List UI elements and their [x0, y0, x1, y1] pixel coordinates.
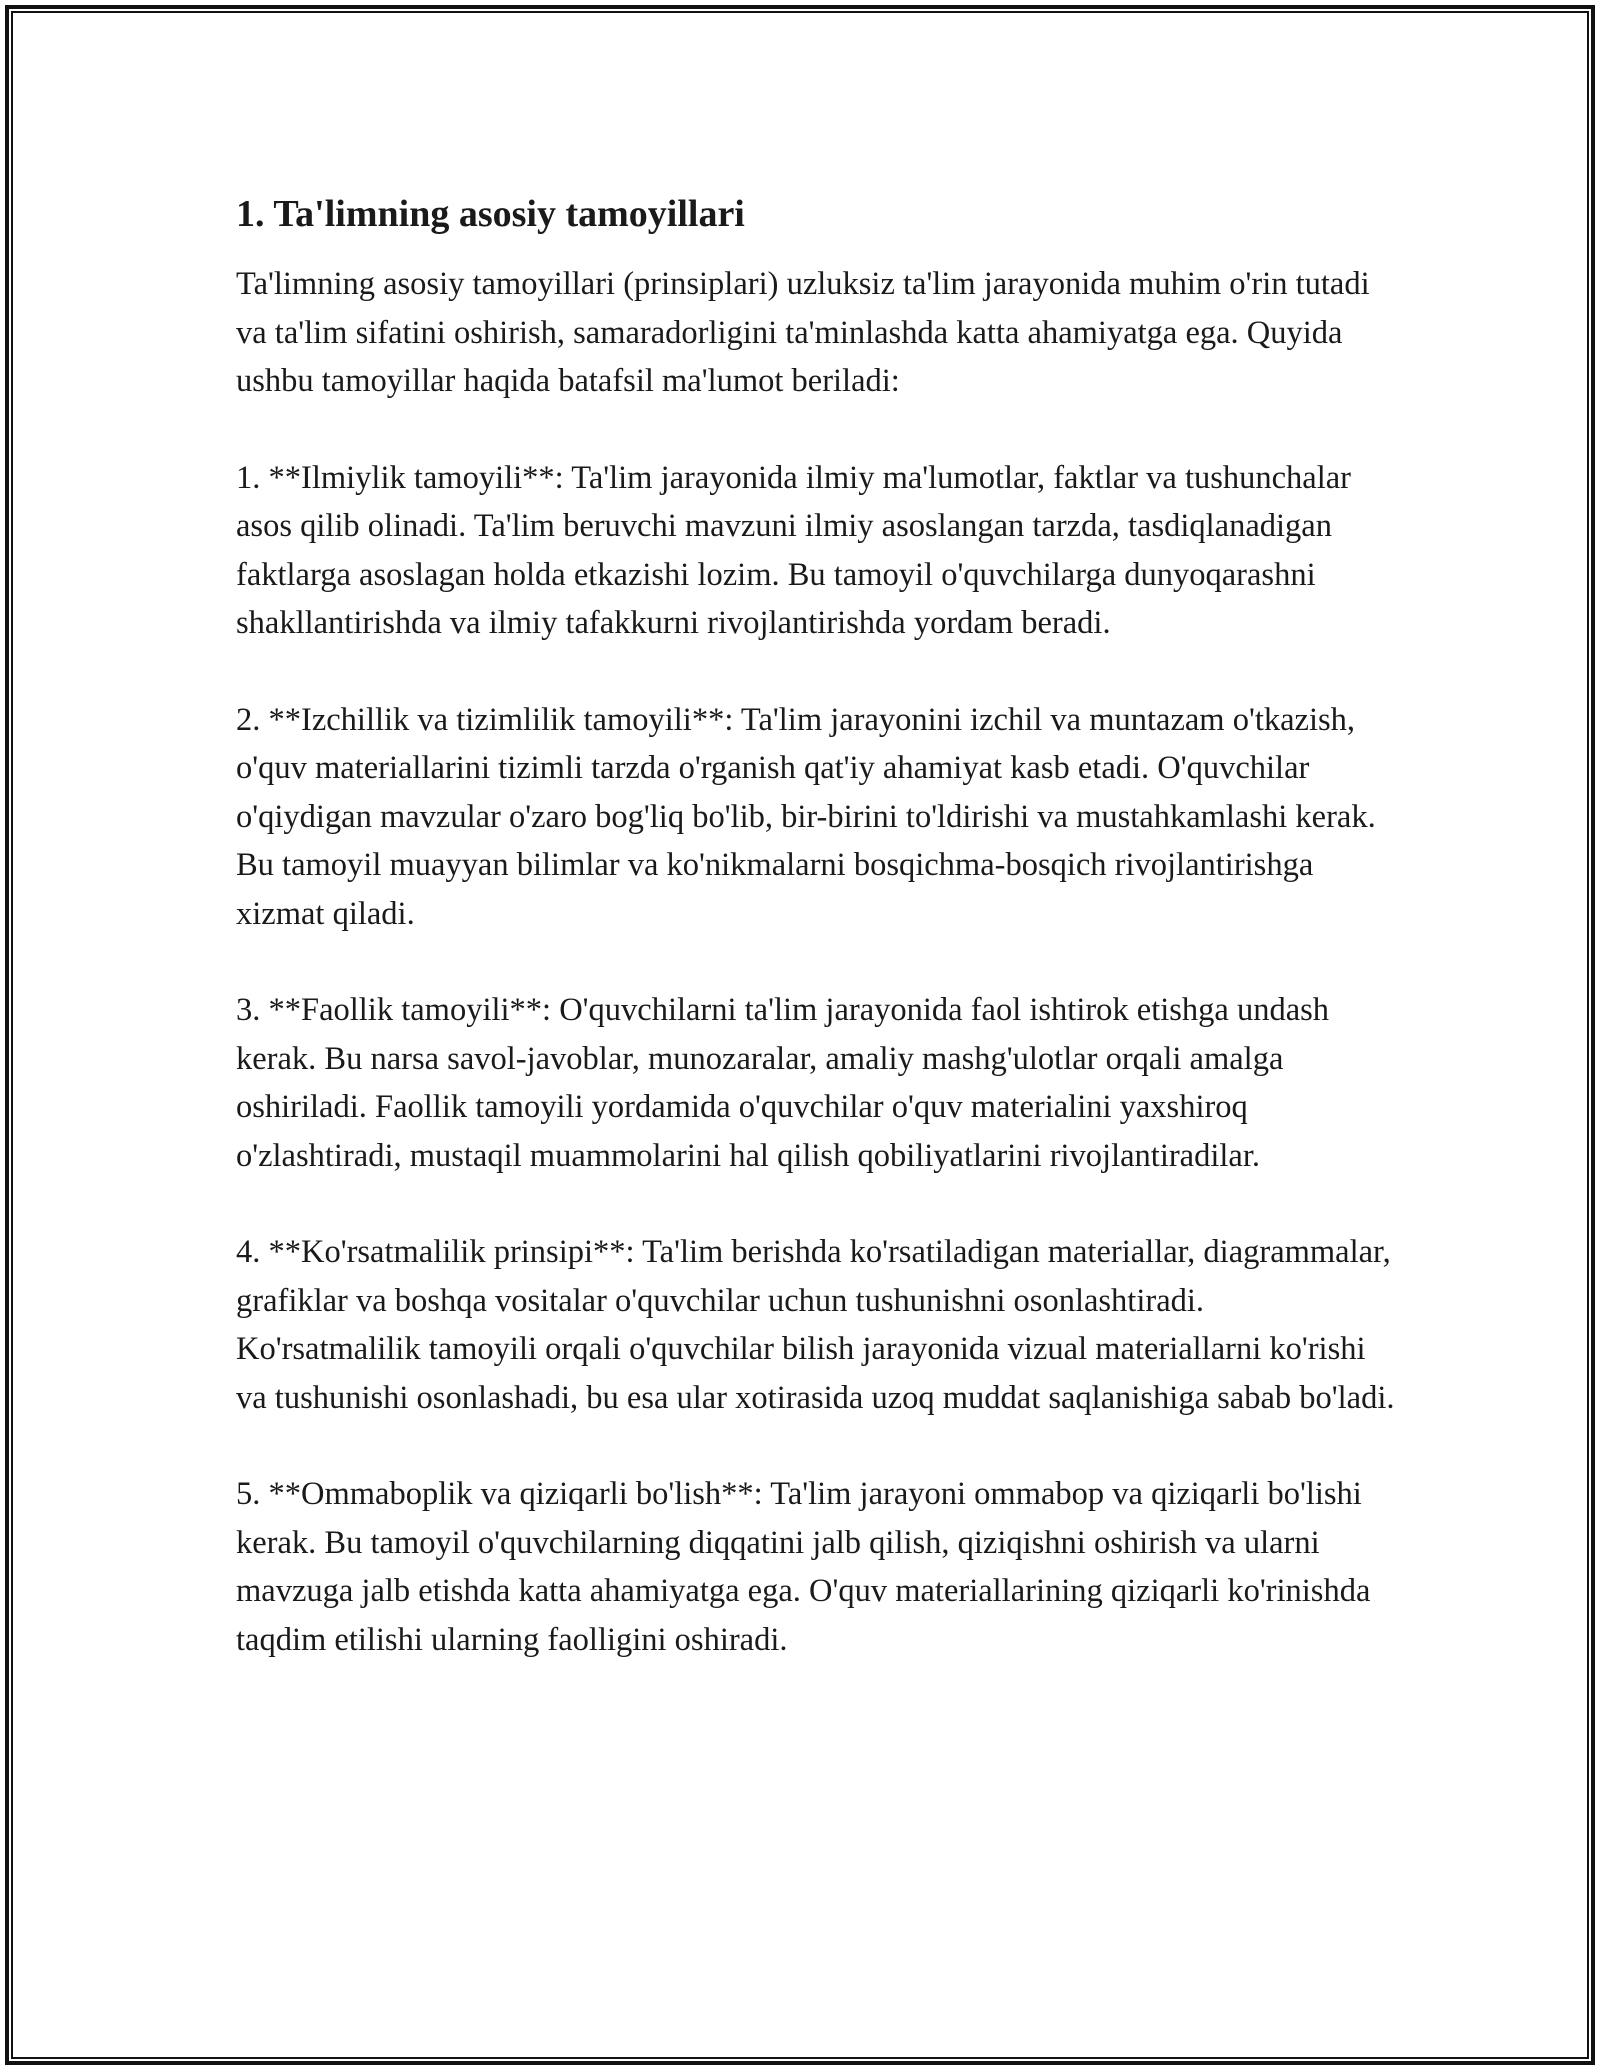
principle-paragraph-4: 4. **Ko'rsatmalilik prinsipi**: Ta'lim berishda ko'rsatiladigan materiallar, diagrammalar, grafiklar va boshqa vositalar o'quvchilar uchun tushunishni osonlashtiradi. Ko'rsatmalilik tamoyili orqali o'quvchilar bilish jarayonida vizual materiallarni ko'rishi va tushunishi osonlashadi, bu esa ular xotirasida uzoq muddat saqlanishiga sabab bo'ladi. — [236, 1234, 1395, 1416]
section-title: 1. Ta'limning asosiy tamoyillari — [236, 193, 745, 235]
intro-paragraph: Ta'limning asosiy tamoyillari (prinsiplari) uzluksiz ta'lim jarayonida muhim o'rin tutadi va ta'lim sifatini oshirish, samaradorligini ta'minlashda katta ahamiyatga ega. Quyida ushbu tamoyillar haqida batafsil ma'lumot beriladi: — [236, 266, 1370, 399]
principle-paragraph-5: 5. **Ommaboplik va qiziqarli bo'lish**: Ta'lim jarayoni ommabop va qiziqarli bo'lishi kerak. Bu tamoyil o'quvchilarning diqqatini jalb qilish, qiziqishni oshirish va ularni mavzuga jalb etishda katta ahamiyatga ega. O'quv materiallarining qiziqarli ko'rinishda taqdim etilishi ularning faolligini oshiradi. — [236, 1476, 1371, 1658]
principle-paragraph-3: 3. **Faollik tamoyili**: O'quvchilarni ta'lim jarayonida faol ishtirok etishga undash kerak. Bu narsa savol-javoblar, munozaralar, amaliy mashg'ulotlar orqali amalga oshiriladi. Faollik tamoyili yordamida o'quvchilar o'quv materialini yaxshiroq o'zlashtiradi, mustaqil muammolarini hal qilish qobiliyatlarini rivojlantiradilar. — [236, 992, 1330, 1174]
principle-paragraph-2: 2. **Izchillik va tizimlilik tamoyili**: Ta'lim jarayonini izchil va muntazam o'tkazish, o'quv materiallarini tizimli tarzda o'rganish qat'iy ahamiyat kasb etadi. O'quvchilar o'qiydigan mavzular o'zaro bog'liq bo'lib, bir-birini to'ldirishi va mustahkamlashi kerak. Bu tamoyil muayyan bilimlar va ko'nikmalarni bosqichma-bosqich rivojlantirishga xizmat qiladi. — [236, 701, 1376, 932]
principle-paragraph-1: 1. **Ilmiylik tamoyili**: Ta'lim jarayonida ilmiy ma'lumotlar, faktlar va tushunchalar asos qilib olinadi. Ta'lim beruvchi mavzuni ilmiy asoslangan tarzda, tasdiqlanadigan faktlarga asoslagan holda etkazishi lozim. Bu tamoyil o'quvchilarga dunyoqarashni shakllantirishda va ilmiy tafakkurni rivojlantirishda yordam beradi. — [236, 459, 1351, 641]
document-body — [236, 188, 1396, 1712]
